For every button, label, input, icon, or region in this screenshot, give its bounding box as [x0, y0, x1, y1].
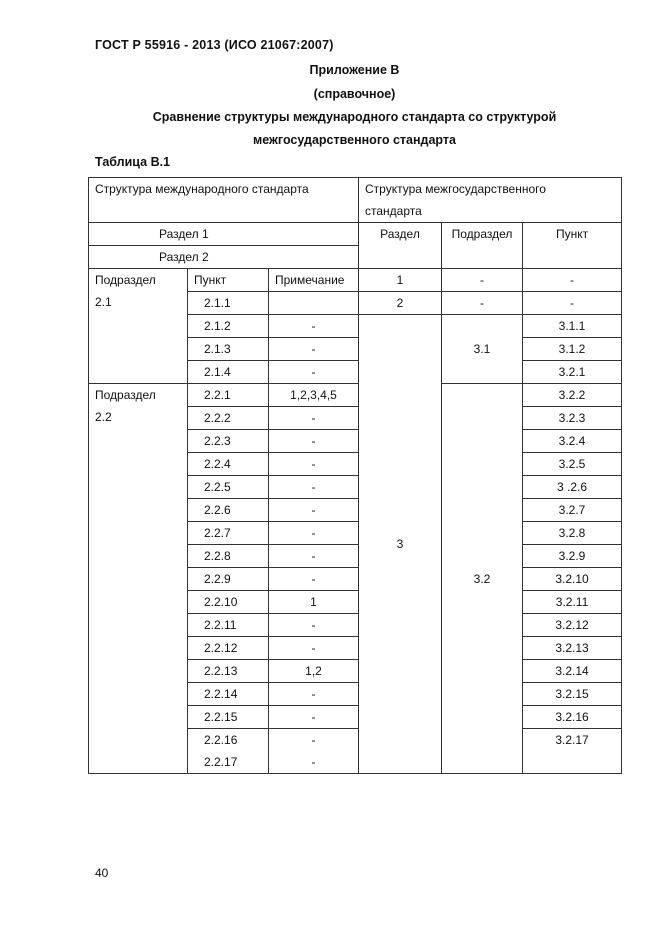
table-row: 1 — [359, 269, 442, 292]
table-row: - — [269, 706, 359, 729]
table-row: 2.2.6 — [188, 499, 269, 522]
merged-razdel-cell: 3 — [359, 315, 442, 774]
table-row: - - — [269, 729, 359, 774]
table-row: - — [523, 292, 622, 315]
section-1-cell: Раздел 1 — [89, 223, 359, 246]
table-row: - — [442, 269, 523, 292]
table-row: 2.2.8 — [188, 545, 269, 568]
table-row: - — [269, 338, 359, 361]
table-row: 3.2.2 — [523, 384, 622, 407]
table-row: 3.2.3 — [523, 407, 622, 430]
table-row: 3.1.1 — [523, 315, 622, 338]
table-row: 1,2 — [269, 660, 359, 683]
table-row: 3.2.15 — [523, 683, 622, 706]
table-row: - — [269, 407, 359, 430]
subsection-2-1-cell: Подраздел 2.1 — [89, 269, 188, 384]
table-row: - — [523, 269, 622, 292]
table-row: 2.2.3 — [188, 430, 269, 453]
table-row: 2.2.1 — [188, 384, 269, 407]
table-row: 2.2.5 — [188, 476, 269, 499]
interstate-structure-header: Структура межгосударственного стандарта — [359, 178, 622, 223]
col-punkt-header: Пункт — [523, 223, 622, 269]
table-row: 2.2.13 — [188, 660, 269, 683]
table-row: Пункт — [188, 269, 269, 292]
table-row: 2.2.16 2.2.17 — [188, 729, 269, 774]
table-row: 2.2.4 — [188, 453, 269, 476]
table-row: 2.2.2 — [188, 407, 269, 430]
table-row: 3.2.5 — [523, 453, 622, 476]
section-2-cell: Раздел 2 — [89, 246, 359, 269]
table-row: - — [269, 476, 359, 499]
table-row: 2.1.3 — [188, 338, 269, 361]
table-row: - — [269, 453, 359, 476]
appendix-type: (справочное) — [313, 87, 396, 101]
appendix-heading-line1: Сравнение структуры международного стандарта со структурой — [152, 110, 557, 124]
table-row: 3.1.2 — [523, 338, 622, 361]
col-note-header: Примечание — [269, 269, 359, 292]
table-row: - — [269, 614, 359, 637]
table-row: - — [269, 361, 359, 384]
merged-podrazdel-3-1-cell: 3.1 — [442, 315, 523, 384]
table-row: 3.2.11 — [523, 591, 622, 614]
table-row: 3.2.8 — [523, 522, 622, 545]
page-number: 40 — [95, 866, 109, 880]
subsection-2-2-cell: Подраздел 2.2 — [89, 384, 188, 774]
table-row: 3.2.1 — [523, 361, 622, 384]
table-row: - — [269, 430, 359, 453]
table-row: - — [269, 315, 359, 338]
table-row: 2.2.12 — [188, 637, 269, 660]
table-row: 2.2.11 — [188, 614, 269, 637]
intl-structure-header: Структура международного стандарта — [89, 178, 359, 223]
table-row: 3.2.12 — [523, 614, 622, 637]
table-row: - — [269, 499, 359, 522]
table-row: 3.2.4 — [523, 430, 622, 453]
appendix-title: Приложение В — [309, 63, 400, 77]
table-row: 3.2.7 — [523, 499, 622, 522]
table-row: 2.1.1 — [188, 292, 269, 315]
table-row: 2.2.14 — [188, 683, 269, 706]
table-row: - — [269, 683, 359, 706]
table-row: 3.2.13 — [523, 637, 622, 660]
table-row: 3.2.16 — [523, 706, 622, 729]
table-row: 3 .2.6 — [523, 476, 622, 499]
table-row: 2 — [359, 292, 442, 315]
table-row: 2.2.9 — [188, 568, 269, 591]
table-row: 3.2.14 — [523, 660, 622, 683]
table-row: 1 — [269, 591, 359, 614]
merged-podrazdel-3-2-cell: 3.2 — [442, 384, 523, 774]
table-row: 3.2.10 — [523, 568, 622, 591]
table-row: 3.2.17 — [523, 729, 622, 774]
table-row: 2.2.7 — [188, 522, 269, 545]
table-row: - — [269, 545, 359, 568]
table-row: 2.1.4 — [188, 361, 269, 384]
table-row: - — [269, 522, 359, 545]
col-razdel-header: Раздел — [359, 223, 442, 269]
table-row: - — [269, 637, 359, 660]
table-row: - — [442, 292, 523, 315]
document-header: ГОСТ Р 55916 - 2013 (ИСО 21067:2007) — [95, 38, 334, 52]
table-row: 3.2.9 — [523, 545, 622, 568]
table-row: 1,2,3,4,5 — [269, 384, 359, 407]
table-row — [269, 292, 359, 315]
comparison-table — [88, 177, 622, 774]
table-label: Таблица В.1 — [95, 155, 171, 169]
appendix-heading-line2: межгосударственного стандарта — [253, 133, 456, 147]
table-row: 2.1.2 — [188, 315, 269, 338]
table-row: - — [269, 568, 359, 591]
table-row: 2.2.10 — [188, 591, 269, 614]
table-row: 2.2.15 — [188, 706, 269, 729]
col-podrazdel-header: Подраздел — [442, 223, 523, 269]
